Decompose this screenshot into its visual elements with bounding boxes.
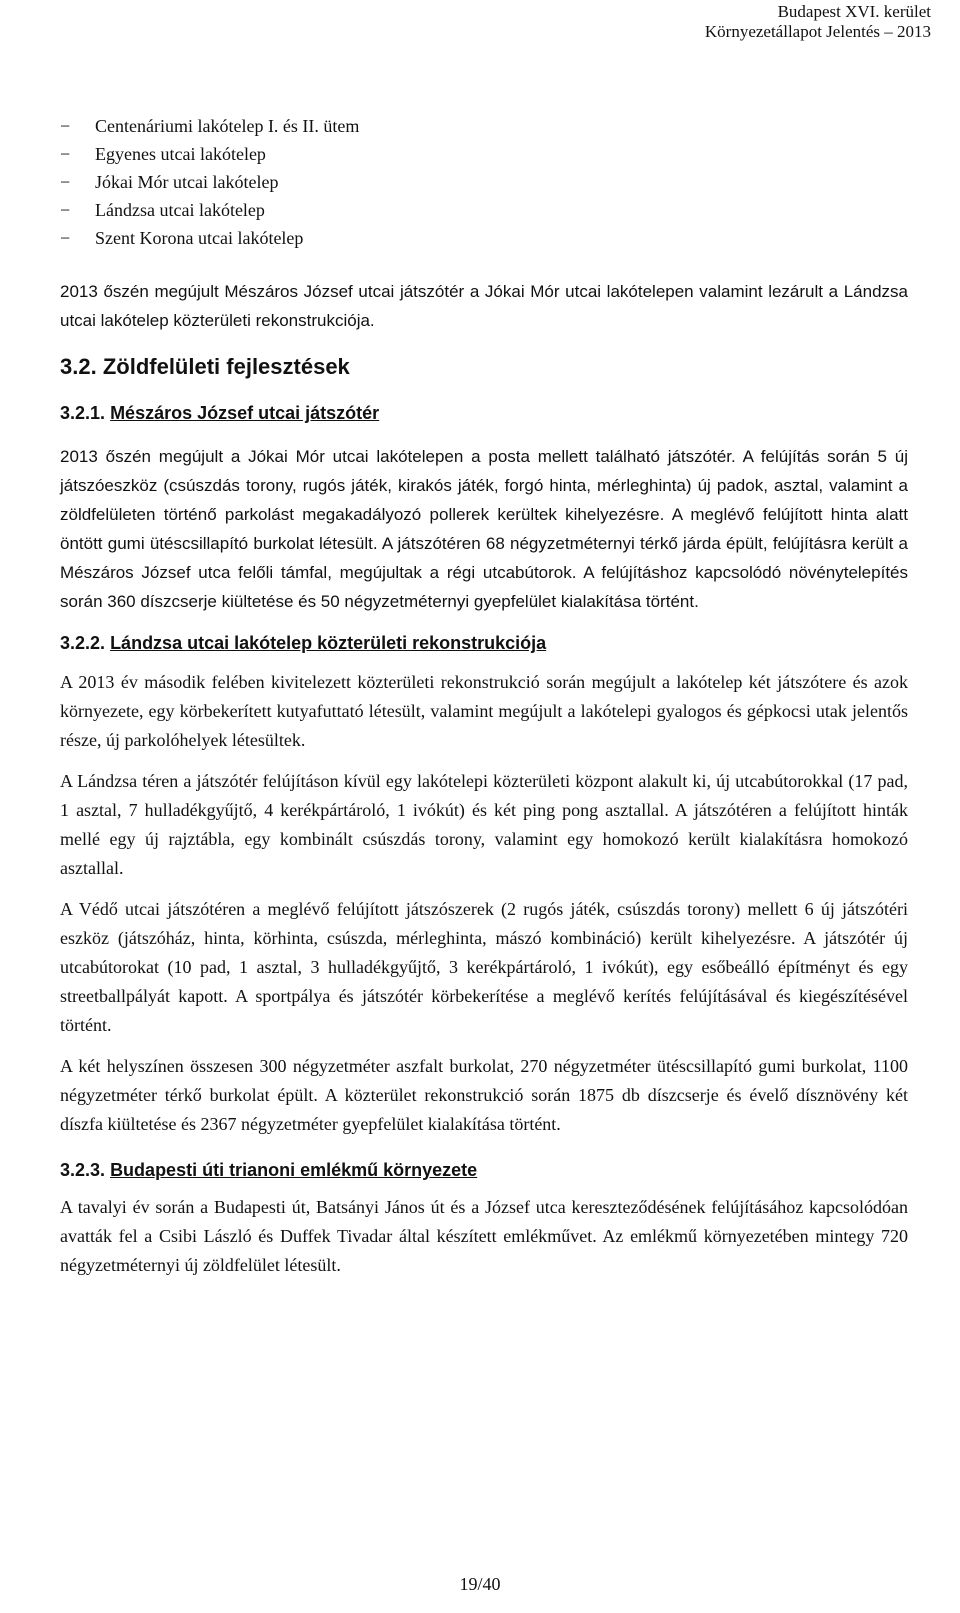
paragraph-3-2-2-c: A Védő utcai játszótéren a meglévő felújított játszószerek (2 rugós játék, csúszdás torony) mellett 6 új játszótéri eszköz (játszóház, hinta, körhinta, csúszda, mérleghinta, mászó kombináció) került kihelyezésre. A játszótér új utcabútorokat (10 pad, 1 asztal, 3 hulladékgyűjtő, 3 kerékpártároló, 1 ivókút), egy esőbeálló építményt és egy streetballpályát kapott. A sportpálya és játszótér körbekerítése a meglévő kerítés felújításával és kiegészítésével történt. — [60, 899, 908, 1035]
dash-bullet: − — [60, 200, 71, 220]
page-content — [60, 112, 908, 1280]
paragraph-3-2-2-a: A 2013 év második felében kivitelezett közterületi rekonstrukció során megújult a lakótelep két játszótere és azok környezete, egy körbekerített kutyafuttató létesült, valamint megújult a lakótelepi gyalogos és gépkocsi utak jelentős része, új parkolóhelyek létesültek. — [60, 672, 908, 750]
page-header — [705, 2, 931, 42]
paragraph-3-2-2-b: A Lándzsa téren a játszótér felújításon kívül egy lakótelepi közterületi központ alakult ki, új utcabútorokkal (17 pad, 1 asztal, 7 hulladékgyűjtő, 4 kerékpártároló, 1 ivókút) és két ping pong asztallal. A játszótéren a felújított hinták mellé egy új rajztábla, egy kombinált csúszdás torony, valamint egy homokozó került kialakításra homokozó asztallal. — [60, 771, 908, 878]
section-title: Mészáros József utcai játszótér — [110, 403, 380, 423]
section-number: 3.2. — [60, 354, 97, 379]
section-heading-3-2-3 — [60, 1157, 908, 1183]
section-number: 3.2.3. — [60, 1160, 106, 1180]
section-number: 3.2.2. — [60, 633, 106, 653]
paragraph-3-2-3: A tavalyi év során a Budapesti út, Batsányi János út és a József utca kereszteződésének felújításához kapcsolódóan avatták fel a Csibi László és Duffek Tivadar által készített emlékművet. Az emlékmű környezetében mintegy 720 négyzetméternyi új zöldfelület létesült. — [60, 1197, 908, 1275]
list-item: − Jókai Mór utcai lakótelep — [60, 168, 908, 196]
paragraph-3-2-1: 2013 őszén megújult a Jókai Mór utcai lakótelepen a posta mellett található játszótér. A felújítás során 5 új játszóeszköz (csúszdás torony, rugós játék, kirakós játék, forgó hinta, mérleghinta) új padok, asztal, valamint a zöldfelületen történő parkolást megakadályozó pollerek kerültek kihelyezésre. A meglévő felújított hinta alatt öntött gumi ütéscsillapító burkolat létesült. A játszótéren 68 négyzetméternyi térkő járda épült, felújításra került a Mészáros József utca felőli támfal, megújultak a régi utcabútorok. A felújításhoz kapcsolódó növénytelepítés során 360 díszcserje kiültetése és 50 négyzetméternyi gyepfelület kialakítása történt. — [60, 447, 908, 611]
section-heading-3-2-1 — [60, 400, 908, 426]
section-title: Lándzsa utcai lakótelep közterületi rekonstrukciója — [110, 633, 547, 653]
list-item: − Szent Korona utcai lakótelep — [60, 224, 908, 252]
dash-bullet: − — [60, 228, 71, 248]
list-item: − Lándzsa utcai lakótelep — [60, 196, 908, 224]
intro-paragraph: 2013 őszén megújult Mészáros József utcai játszótér a Jókai Mór utcai lakótelepen valamint lezárult a Lándzsa utcai lakótelep közterületi rekonstrukciója. — [60, 282, 908, 330]
dash-bullet: − — [60, 172, 71, 192]
section-heading-3-2 — [60, 352, 908, 382]
header-title: Budapest XVI. kerület — [777, 2, 931, 21]
dash-bullet: − — [60, 116, 71, 136]
housing-estate-list — [60, 112, 908, 252]
section-number: 3.2.1. — [60, 403, 106, 423]
paragraph-3-2-2-d: A két helyszínen összesen 300 négyzetméter aszfalt burkolat, 270 négyzetméter ütéscsillapító gumi burkolat, 1100 négyzetméter térkő burkolat épült. A közterület rekonstrukció során 1875 db díszcserje és évelő dísznövény két díszfa kiültetése és 2367 négyzetméter gyepfelület kialakítása történt. — [60, 1056, 908, 1134]
list-item: − Centenáriumi lakótelep I. és II. ütem — [60, 112, 908, 140]
page-number: 19/40 — [459, 1574, 501, 1594]
list-item: − Egyenes utcai lakótelep — [60, 140, 908, 168]
section-title: Zöldfelületi fejlesztések — [102, 354, 350, 379]
header-subtitle: Környezetállapot Jelentés – 2013 — [704, 22, 931, 41]
section-title: Budapesti úti trianoni emlékmű környezete — [110, 1160, 478, 1180]
dash-bullet: − — [60, 144, 71, 164]
section-heading-3-2-2 — [60, 630, 908, 656]
